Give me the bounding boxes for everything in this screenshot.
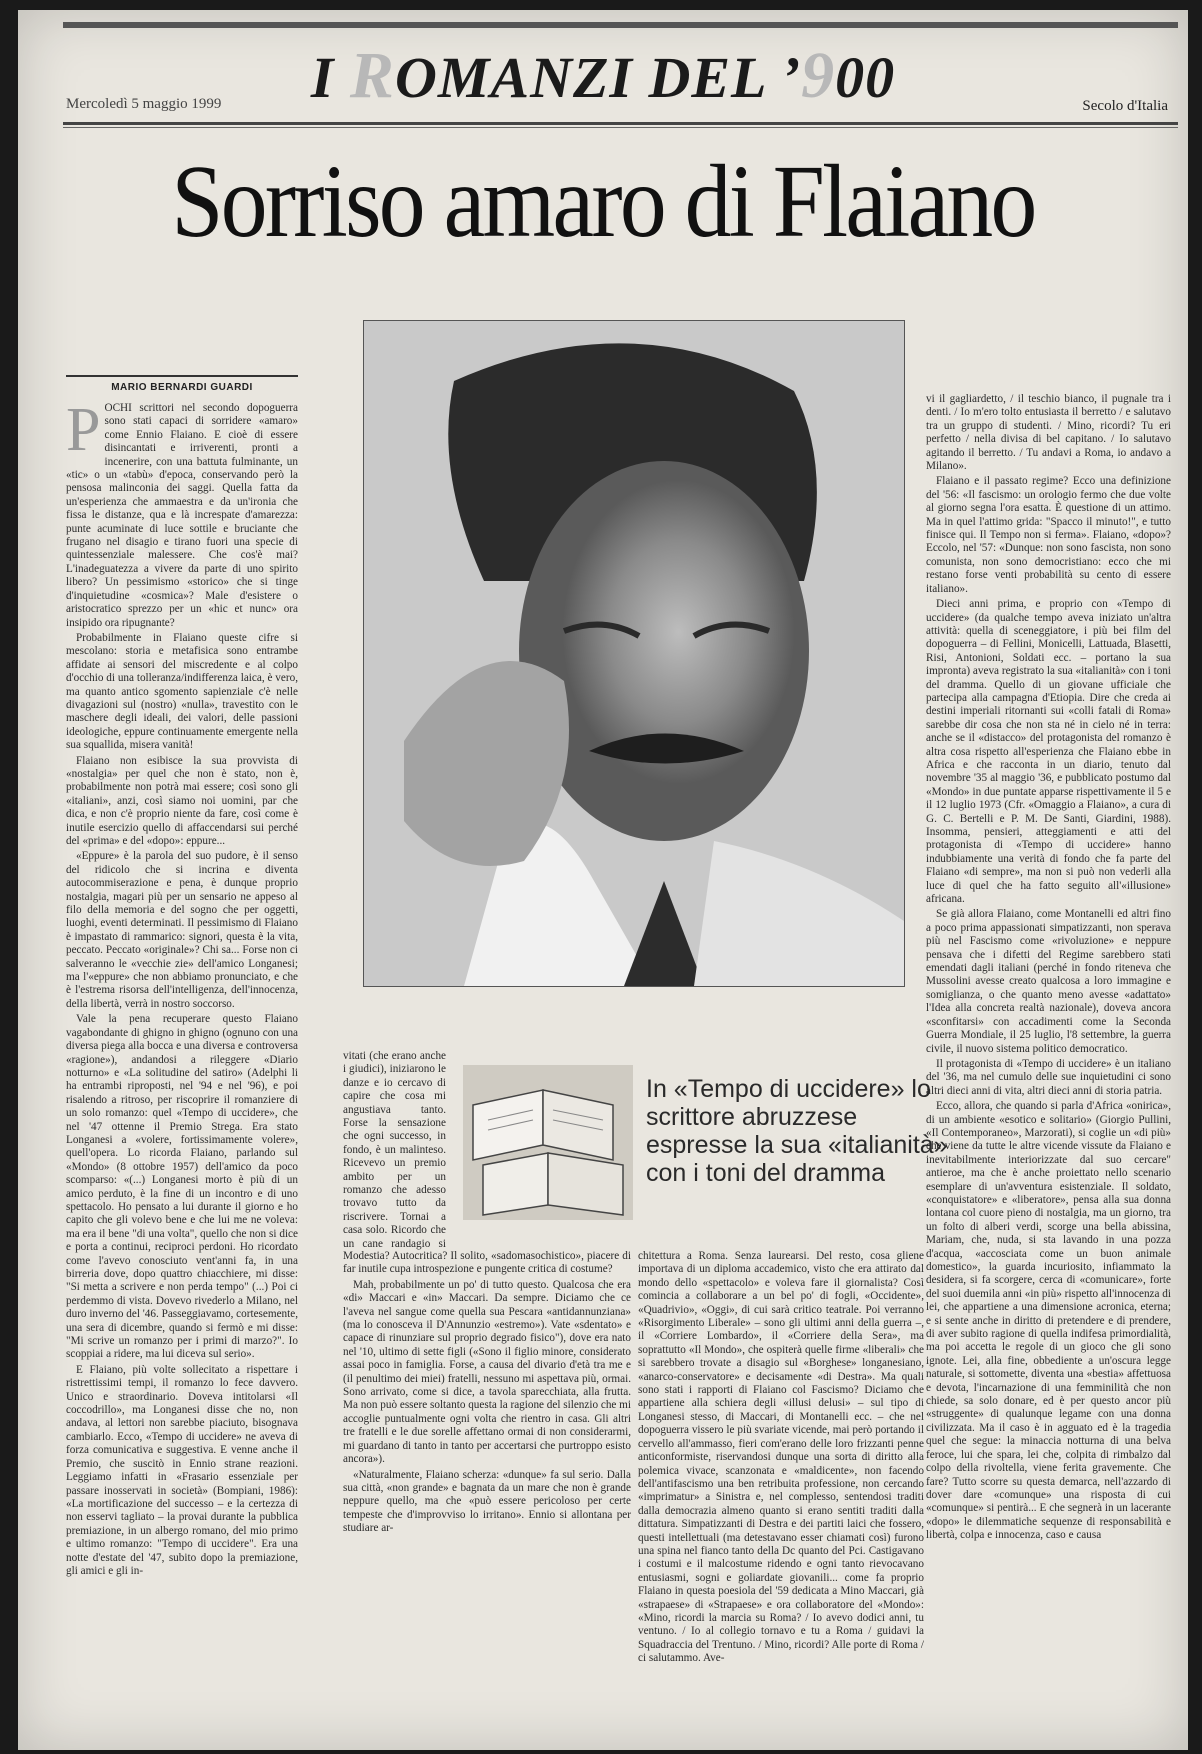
paragraph: Flaiano non esibisce la sua provvista di «nostalgia» per quel che non è stato, non è, probabilmente non potrà mai essere; così sono gli «italiani», anzi, così siamo noi uomini, par che dica, e non c'è proprio niente da fare, così come è inutile esercizio quello di affaccendarsi sui perché del «prima» e del «dopo»: eppure...	[66, 754, 298, 847]
article-column-2-lower	[343, 1250, 631, 1745]
paragraph: E Flaiano, più volte sollecitato a rispettare i ristrettissimi tempi, il romanzo lo fece davvero. Unico e straordinario. Doveva intitolarsi «Il coccodrillo», ma Longanesi disse che no, non andava, al lettori non sarebbe piaciuto, bisognava cambiarlo. Ecco, «Tempo di uccidere» ne aveva di forza comunicativa e suggestiva. E venne anche il Premio, che suscitò in Ennio strane reazioni. Leggiamo infatti in «Frasario essenziale per passare inosservati in società» (Bompiani, 1986): «La mortificazione del successo – e la certezza di non esservi tagliato – la provai durante la pubblica premiazione, in un albergo romano, del mio primo e ultimo romanzo: "Tempo di uccidere". Era una notte d'estate del '47, subito dopo la premiazione, gli amici e gli in-	[66, 1363, 298, 1577]
paragraph: Modestia? Autocritica? Il solito, «sadomasochistico», piacere di far inutile cupa introspezione e pungente critica di costume?	[343, 1250, 631, 1276]
masthead-rest: OMANZI DEL	[394, 45, 781, 110]
books-icon	[463, 1065, 633, 1220]
pull-quote: In «Tempo di uccidere» lo scrittore abruzzese espresse la sua «italianità» con i toni del dramma	[646, 1075, 948, 1187]
paragraph	[66, 402, 298, 630]
top-rule	[63, 22, 1178, 28]
byline-rule	[66, 375, 298, 377]
masthead-cap: R	[349, 39, 395, 112]
paragraph: Dieci anni prima, e proprio con «Tempo di uccidere» (da qualche tempo aveva iniziato un'altra attività: quella di sceneggiatore, i più bei film del dopoguerra – di Fellini, Monicelli, Lattuada, Blasetti, Risi, Antonioni, Soldati ecc. – portano la sua impronta) aveva registrato la sua «italianità» con i toni del dramma. Quello di un giovane ufficiale che partecipa alla campagna d'Etiopia. Dire che creda ai destini imperiali ritornanti sui «colli fatali di Roma» sarebbe dir cosa che non sta né in cielo né in terra: anche se il «distacco» del protagonista del romanzo è altra cosa rispetto all'esperienza che Flaiano ebbe in Africa e che racconta in un diario, tenuto dal novembre '35 al maggio '36, e pubblicato postumo dal «Mondo» in due puntate apparse rispettivamente il 5 e il 12 luglio 1973 (Cfr. «Omaggio a Flaiano», a cura di G. C. Bertelli e P. M. De Santi, Giardini, 1988). Insomma, pensieri, atteggiamenti e atti del protagonista di «Tempo di uccidere» hanno indubbiamente una verità di fondo che fa parte del Flaiano «di sempre», ma non si può non vederli alla luce di quel che ha fatto seguito all'«illusione» africana.	[926, 598, 1171, 906]
paragraph: Vale la pena recuperare questo Flaiano vagabondante di ghigno in ghigno (ognuno con una diversa piega alla bocca e una diversa e controversa «ragione»), andandosi a rileggere «Diario notturno» e «La solitudine del satiro» (Adelphi li ha entrambi riproposti, nel '94 e nel '96), e poi risalendo a ritroso, per riscoprire il romanziere di un solo romanzo: quel «Tempo di uccidere», che nel '47 ottenne il Premio Strega. Era stato Longanesi a «volere, fortissimamente volere», quell'opera. Lo ricorda Flaiano, parlando sul «Mondo» (8 ottobre 1957) dell'amico da poco scomparso: «(...) Longanesi morto è più di un amico perduto, è la fine di un incontro e di uno spettacolo. Ho pensato a lui durante il giorno e ho capito che gli volevo bene e che lui me ne voleva: ma era il bene "di una volta", quello che non si dice e porta a continui, reciproci perdoni. Ho ricordato come l'avevo conosciuto vent'anni fa, in una birreria dove, dopo quattro chiacchiere, mi disse: "Si metta a scrivere e non perda tempo" (...) Poi ci perdemmo di vista. Dovevo rivederlo a Milano, nel duro inverno del '46. Passeggiavamo, cortesemente, una sera di dicembre, quando si fermò e mi disse: "Mi scrive un romanzo per i primi di marzo?". Io scoppiai a ridere, ma lui diceva sul serio».	[66, 1013, 298, 1361]
portrait-photo	[363, 320, 905, 987]
newspaper-page	[18, 10, 1188, 1750]
paragraph: «Naturalmente, Flaiano scherza: «dunque» fa sul serio. Dalla sua città, «non grande» e bagnata da un mare che non è grande neppure quello, ma che «può essere pericoloso per certe tempeste che d'improvviso lo irritano». Ennio si allontana per studiare ar-	[343, 1468, 631, 1535]
paragraph: Flaiano e il passato regime? Ecco una definizione del '56: «Il fascismo: un orologio fermo che due volte al giorno segna l'ora esatta. È questione di un attimo. Ma in quel l'attimo grida: "Spacco il minuto!", e tutto finisce qui. Il Tempo non si ferma». Flaiano, «dopo»? Eccolo, nel '57: «Dunque: non sono fascista, non sono comunista, non sono democristiano: ecco che mi restano forse venti probabilità su cento di essere italiano».	[926, 475, 1171, 595]
paragraph: vi il gagliardetto, / il teschio bianco, il pugnale tra i denti. / Io m'ero tolto entusiasta il berretto / e salutavo tra un gruppo di studenti. / Mino, ricordi? Tu eri perfetto / nella divisa di bel capitano. / Io salutavo agitando il berretto. / Tu andavi a Roma, io andavo a Milano».	[926, 393, 1171, 473]
masthead-cap-nine: 9	[801, 39, 836, 112]
paragraph: chitettura a Roma. Senza laurearsi. Del resto, cosa gliene importava di un diploma accademico, visto che era attirato dal mondo dello «spettacolo» e voleva fare il giornalista? Così comincia a collaborare a un bel po' di fogli, «Occidente», «Quadrivio», «Oggi», di cui sarà critico teatrale. Poi verranno «Risorgimento Liberale» – sono gli ultimi anni della guerra –, il «Corriere Lombardo», il «Corriere della Sera», ma soprattutto «Il Mondo», che ospiterà quelle firme «liberali» che si sarebbero trovate a disagio sul «Borghese» longanesiano, «anarco-conservatore» e decisamente «di Destra». Ma quali sono stati i rapporti di Flaiano col Fascismo? Diciamo che appartiene alla schiera degli «illusi delusi» – sul tipo di Longanesi stesso, di Maccari, di Montanelli ecc. – che nel dopoguerra vissero le più svariate vicende, mai però portando il cervello all'ammasso, fieri com'erano delle loro frizzanti penne anticonformiste, riservandosi dunque una sorta di diritto alla polemica vivace, scanzonata e «maldicente», non facendo dell'antifascismo una ben retribuita professione, non cercando «imprimatur» a Sinistra e, nel complesso, sentendosi traditi dalla democrazia almeno quanto si erano sentiti traditi dalla dittatura. Simpatizzanti di Destra e dei partiti laici che fossero, questi intellettuali (ma detestavano esser chiamati così) furono una spina nel fianco tanto della Dc quanto del Pci. Castigavano i costumi e il malcostume ridendo e ogni tanto rievocavano entusiasmi, sogni e goliardate giovanili... come fa proprio Flaiano in questa poesiola del '59 dedicata a Mino Maccari, già «strapaese» di «Strapaese» e ora collaboratore del «Mondo»: «Mino, ricordi la marcia su Roma? / Io avevo dodici anni, tu ventuno. / Io al collegio tornavo e tu a Roma / guidavi la Squadraccia del Trentuno. / Mino, ricordi? Alle porte di Roma / ci salutammo. Ave-	[638, 1250, 924, 1665]
masthead-rule-thin	[63, 127, 1178, 128]
author-byline: MARIO BERNARDI GUARDI	[111, 382, 253, 393]
paragraph: Se già allora Flaiano, come Montanelli ed altri fino a poco prima appassionati simpatizzanti, non sperava più nel Fascismo come «rivoluzione» e neppure pensava che i difetti del Regime sarebbero stati emendati dagli italiani (perché in fondo riteneva che Mussolini avesse creato qualcosa a loro immagine e somiglianza, o che quanto meno avesse «adattato» l'Idea alla concreta realtà nazionale), doveva ancora «sconfitarsi» con accadimenti come la Seconda Guerra Mondiale, il 25 luglio, l'8 settembre, la guerra civile, il nuovo sistema politico democratico.	[926, 908, 1171, 1055]
masthead-apostrophe: ’	[780, 45, 802, 110]
issue-date: Mercoledì 5 maggio 1999	[66, 96, 222, 112]
masthead-first: I	[310, 45, 350, 110]
article-column-1	[66, 402, 298, 1742]
portrait-photo-icon	[364, 321, 904, 986]
article-column-3	[638, 1250, 924, 1745]
paragraph: «Eppure» è la parola del suo pudore, è il senso del ridicolo che si incrina e diventa autocommiserazione e pena, è dunque proprio nostalgia, magari più per un sensario ne appeso al filo della memoria e del sogno che per oggetti, luoghi, eventi determinati. Il pessimismo di Flaiano è impastato di rammarico: signori, questa è la vita, peccato. Peccato «originale»? Chi sa... Forse non ci salveranno le «vecchie zie» dell'amico Longanesi; ma l'«eppure» che non abbiamo pronunciato, e che è l'estrema risorsa dell'intelligenza, dell'innocenza, della libertà, verrà in nostro soccorso.	[66, 850, 298, 1010]
paragraph: Il protagonista di «Tempo di uccidere» è un italiano del '36, ma nel cumulo delle sue inquietudini ci sono altri dieci anni di vita, altri dieci anni di storia patria.	[926, 1057, 1171, 1097]
paragraph	[343, 1050, 446, 1250]
paragraph-text: vitati (che erano anche i giudici), iniziarono le danze e io cercavo di capire che cosa mi angustiava tanto. Forse la sensazione che ogni successo, in fondo, è un malinteso. Ricevevo un premio ambito per un romanzo che adesso trovavo tutto da riscrivere. Tornai a casa solo. Ricordo che un cane randagio si	[343, 1050, 446, 1250]
article-column-4	[926, 393, 1171, 1745]
article-column-2	[343, 1050, 446, 1250]
drop-cap: P	[66, 402, 101, 464]
masthead-rule	[63, 122, 1178, 125]
article-headline: Sorriso amaro di Flaiano	[171, 144, 1035, 259]
newspaper-name: Secolo d'Italia	[1082, 98, 1168, 114]
paragraph: Mah, probabilmente un po' di tutto questo. Qualcosa che era «di» Maccari e «in» Maccari. Da sempre. Diciamo che ce l'aveva nel sangue come quella sua Pescara «antidannunziana» (ma lo conosceva il D'Annunzio «estremo»). Vate «sdentato» e capace di rinunziare sul proprio degrado fisico"), dove era nato nel '10, ultimo di sette figli («Sono il figlio minore, considerato assai poco in famiglia. Forse, a causa del divario d'età tra me e (il penultimo dei miei) fratelli, nessuno mi aspettava più, ormai. Sono arrivato, come si dice, a tavola sparecchiata, alla frutta. Ma non può essere soltanto questa la ragione del silenzio che mi accoglie puntualmente ogni volta che rientro in casa. Gli altri tre fratelli e le due sorelle affettano ormai di non considerarmi, mi guardano di tanto in tanto per accertarsi che purtroppo esisto ancora»).	[343, 1278, 631, 1466]
open-books-illustration	[463, 1065, 633, 1220]
masthead-tail: 00	[835, 45, 896, 110]
paragraph: Ecco, allora, che quando si parla d'Africa «onirica», di un ambiente «esotico e solitario» (Giorgio Pullini, «Il Contemporaneo», Marzorati), si coglie un «di più» che viene da tutte le altre vicende vissute da Flaiano e inevitabilmente interiorizzate dal suo cercare" antieroe, ma che è anche proiettato nello scenario esemplare di un'avventura esistenziale. Il soldato, «conquistatore» e «liberatore», pensa alla sua donna lontana col cuore pieno di nostalgia, ma un giorno, tra un folto di alberi verdi, scorge una bella abissina, Mariam, che, nuda, si sta lavando in una pozza d'acqua, «accosciata come un buon animale domestico», la guarda incuriosito, infiammato la desidera, si fa scorgere, cerca di «comunicare», forte del suoi duemila anni «in più» rispetto all'innocenza di lei, che appartiene a una dimensione acronica, eterna; e si sente anche in diritto di pretendere e di prendere, di aver subito ragione di quella indifesa primordialità, ma poi accetta le regole di un gioco che gli sono ignote. Lei, alla fine, obbediente a un'oscura legge naturale, si sottomette, diventa una «bestia» affettuosa e devota, l'incarnazione di una femminilità che non chiede, sa solo donare, ed è per questo ancor più «struggente» di qualunque legame con una donna civilizzata. Ma il caso è in agguato ed è la tragedia quel che segue: la minaccia notturna di una belva feroce, lui che spara, lei che, colpita di rimbalzo dal colpo della rivoltella, viene ferita gravemente. Che fare? Tutto scorre su questa demarca, nell'azzardo di dover dare «comunque» una risposta di cui «comunque» si pentirà... E che segnerà in un lacerante «dopo» le dilemmatiche sequenze di responsabilità e libertà, colpa e innocenza, caso e causa	[926, 1100, 1171, 1542]
paragraph-text: OCHI scrittori nel secondo dopoguerra sono stati capaci di sorridere «amaro» come Ennio Flaiano. E cioè di essere disincantati e irriverenti, pronti a incenerire, con una battuta fulminante, un «tic» o un «tabù» d'epoca, conservando però la pensosa malinconia dei saggi. Quella fatta da un'esperienza che ammaestra e da un'ironia che fissa le distanze, qua e là increspate d'amarezza: punte acuminate di luce sottile e bruciante che frugano nel disagio e tirano fuori una specie di quintessenziale malessere. Che cos'è mai? L'inadeguatezza a vivere da parte di uno spirito libero? Un pessimismo «storico» che si tinge d'inquietudine «cosmica»? Male d'esistere o aristocratico sprezzo per un «hic et nunc» ora insipido ora ripugnante?	[66, 402, 298, 629]
paragraph: Probabilmente in Flaiano queste cifre si mescolano: storia e metafisica sono entrambe affidate ai sensori del miscredente e al colpo d'occhio di una tolleranza/indifferenza laica, è vero, ma quanto antico sgomento sapienziale c'è nelle divagazioni sul (nostro) «nulla», travestito con le maschere degli ideali, dei valori, delle passioni ideologiche, eppure continuamente emergente nella sua squallida, misera vanità!	[66, 631, 298, 752]
